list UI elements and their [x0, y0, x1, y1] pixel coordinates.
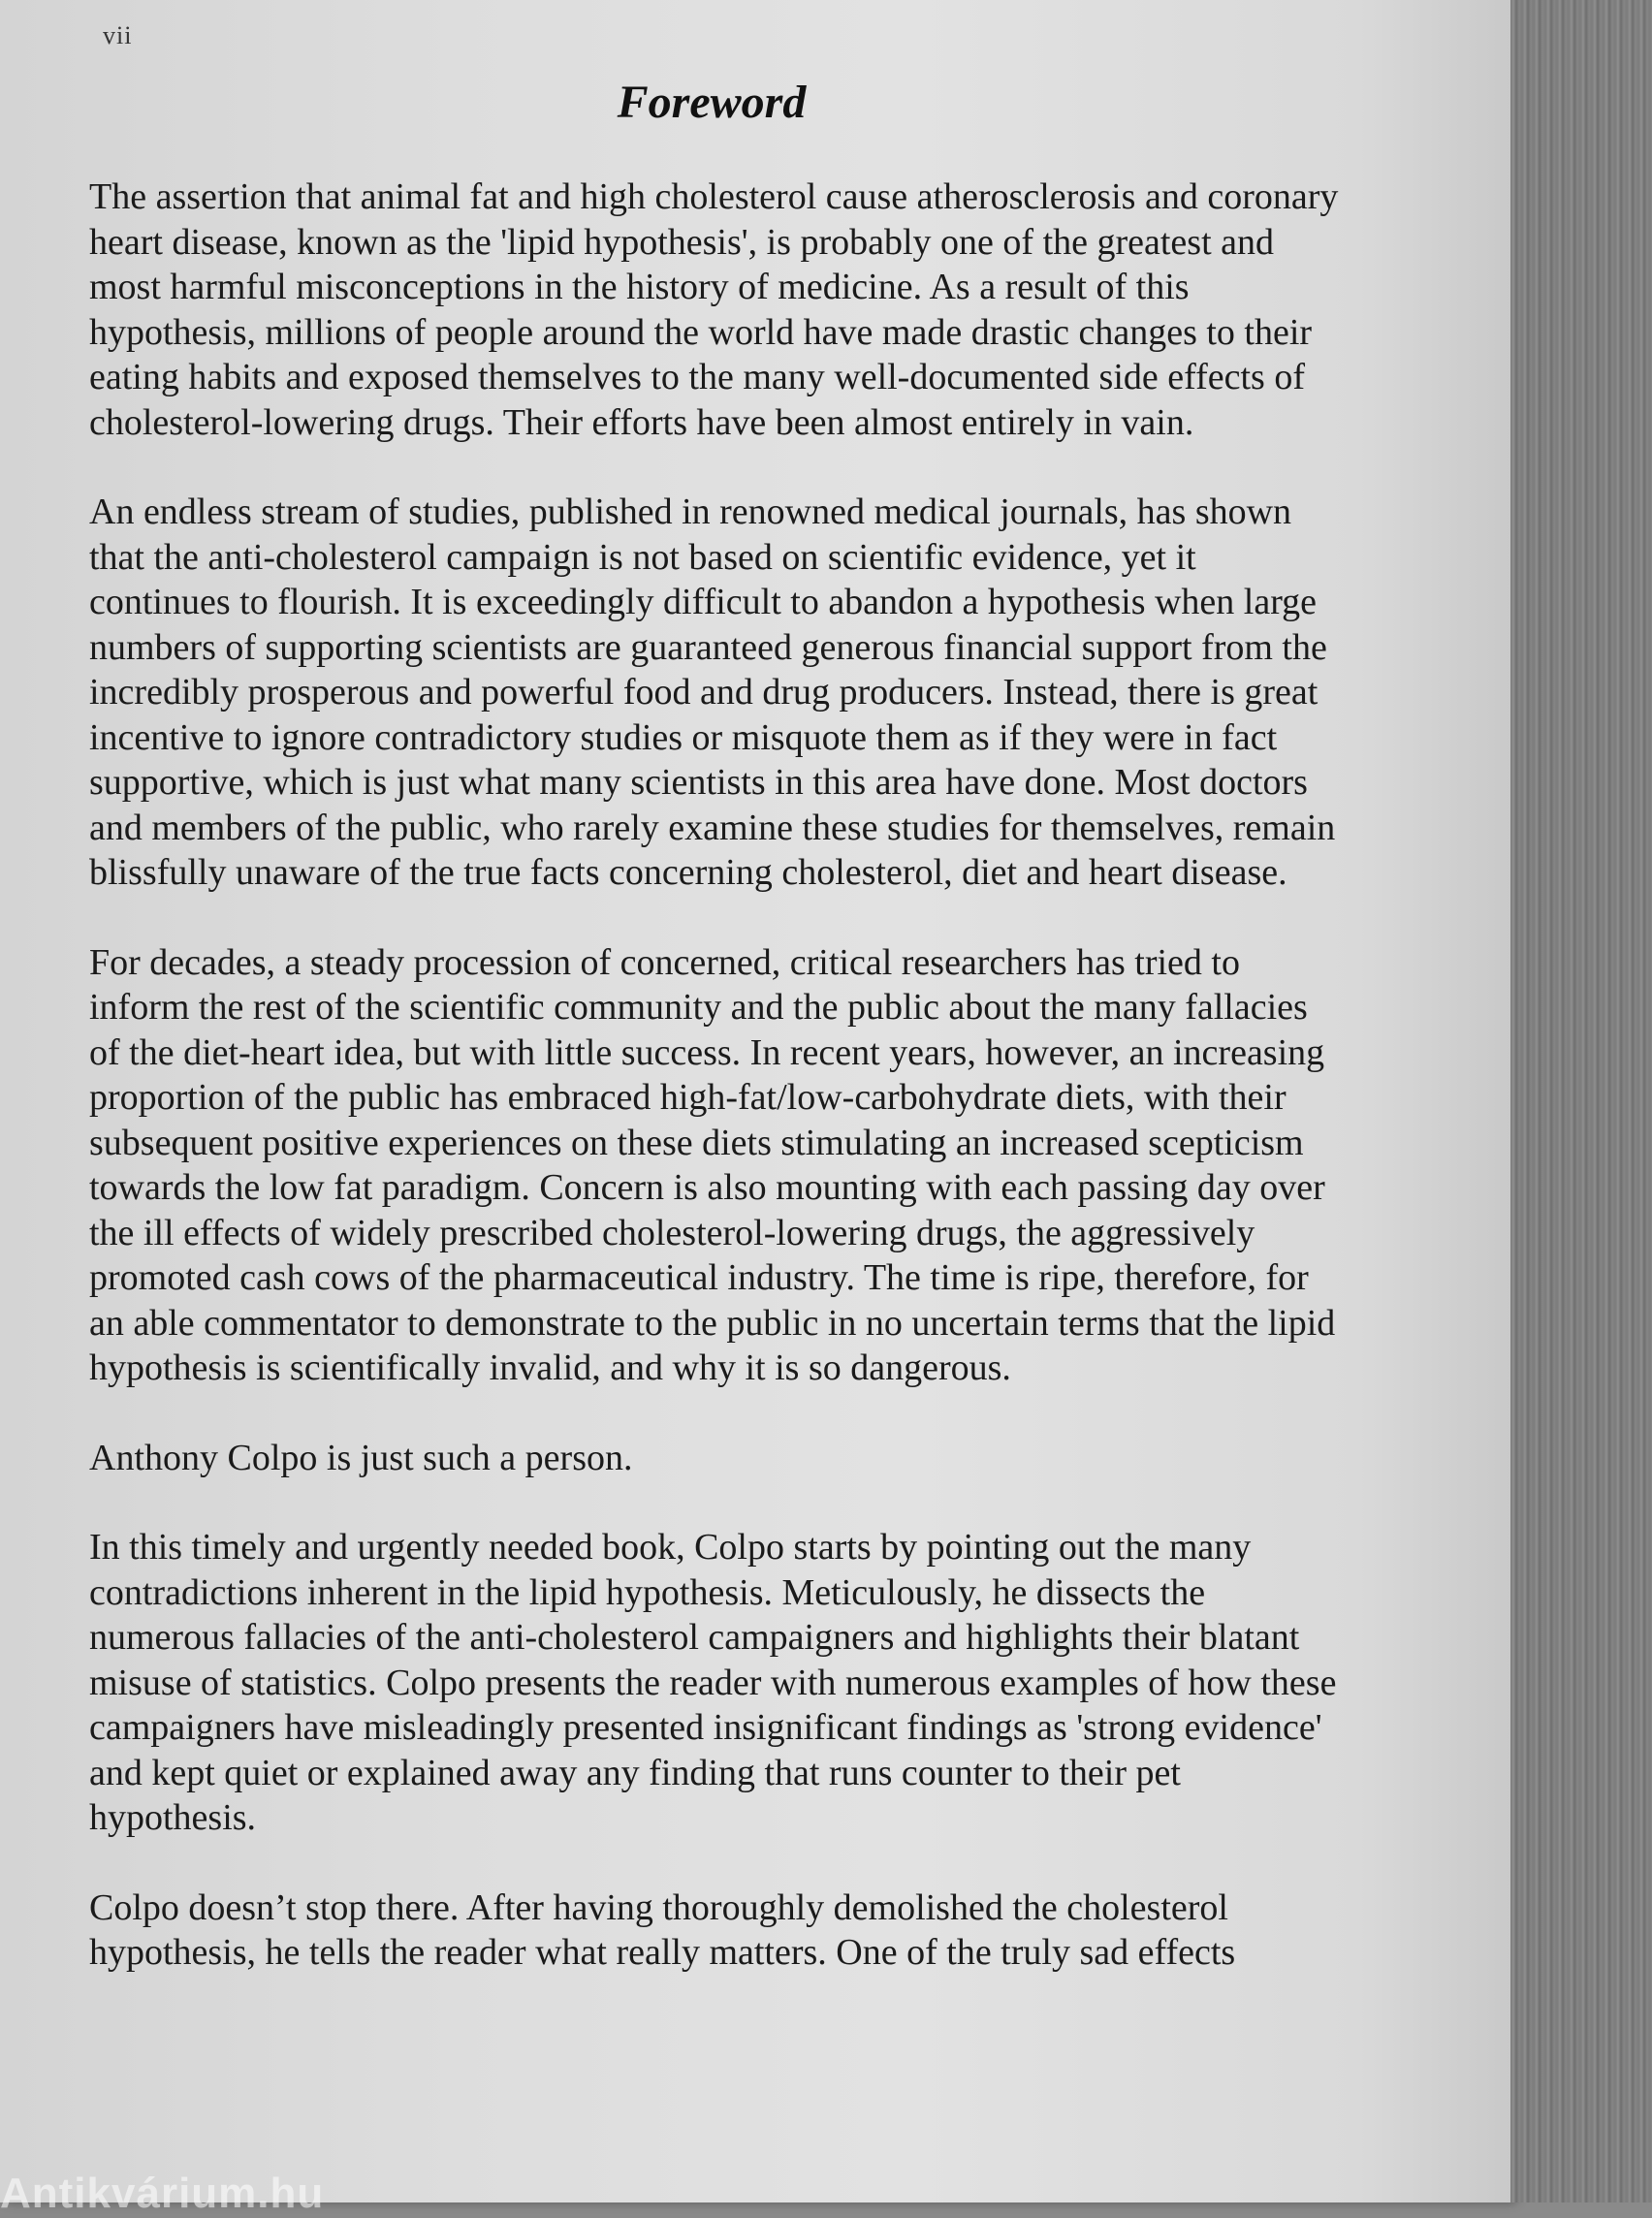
paragraph-3: For decades, a steady procession of concerned, critical researchers has tried to inform the rest of the scientific community and the public about the many fallacies of the diet-heart idea, but with little success. In recent years, however, an increasing proportion of the public has embraced high-fat/low-carbohydrate diets, with their subsequent positive experiences on these diets stimulating an increased scepticism towards the low fat paradigm. Concern is also mounting with each passing day over the ill effects of widely prescribed cholesterol-lowering drugs, the aggressively promoted cash cows of the pharmaceutical industry. The time is ripe, therefore, for an able commentator to demonstrate to the public in no uncertain terms that the lipid hypothesis is scientifically invalid, and why it is so dangerous. [89, 941, 1336, 1388]
paragraph-1: The assertion that animal fat and high cholesterol cause atherosclerosis and coronary heart disease, known as the 'lipid hypothesis', is probably one of the greatest and most harmful misconceptions in the history of medicine. As a result of this hypothesis, millions of people around the world have made drastic changes to their eating habits and exposed themselves to the many well-documented side effects of cholesterol-lowering drugs. Their efforts have been almost entirely in vain. [89, 176, 1339, 443]
page-number: vii [103, 21, 133, 49]
watermark: Antikvárium.hu [0, 2170, 325, 2217]
page-title: Foreword [617, 77, 807, 128]
body-text [89, 174, 1340, 2020]
paragraph-2: An endless stream of studies, published in renowned medical journals, has shown that the anti-cholesterol campaign is not based on scientific evidence, yet it continues to flourish. It is exceedingly difficult to abandon a hypothesis when large numbers of supporting scientists are guaranteed generous financial support from the incredibly prosperous and powerful food and drug producers. Instead, there is great incentive to ignore contradictory studies or misquote them as if they were in fact supportive, which is just what many scientists in this area have done. Most doctors and members of the public, who rarely examine these studies for themselves, remain blissfully unaware of the true facts concerning cholesterol, diet and heart disease. [89, 491, 1336, 893]
paragraph-4: Anthony Colpo is just such a person. [89, 1437, 633, 1478]
paragraph-6: Colpo doesn’t stop there. After having thoroughly demolished the cholesterol hypothesis, he tells the reader what really matters. One of the truly sad effects [89, 1886, 1236, 1973]
book-spine-edge [1510, 0, 1652, 2202]
paragraph-5: In this timely and urgently needed book, Colpo starts by pointing out the many contradictions inherent in the lipid hypothesis. Meticulously, he dissects the numerous fallacies of the anti-cholesterol campaigners and highlights their blatant misuse of statistics. Colpo presents the reader with numerous examples of how these campaigners have misleadingly presented insignificant findings as 'strong evidence' and kept quiet or explained away any finding that runs counter to their pet hypothesis. [89, 1527, 1337, 1838]
